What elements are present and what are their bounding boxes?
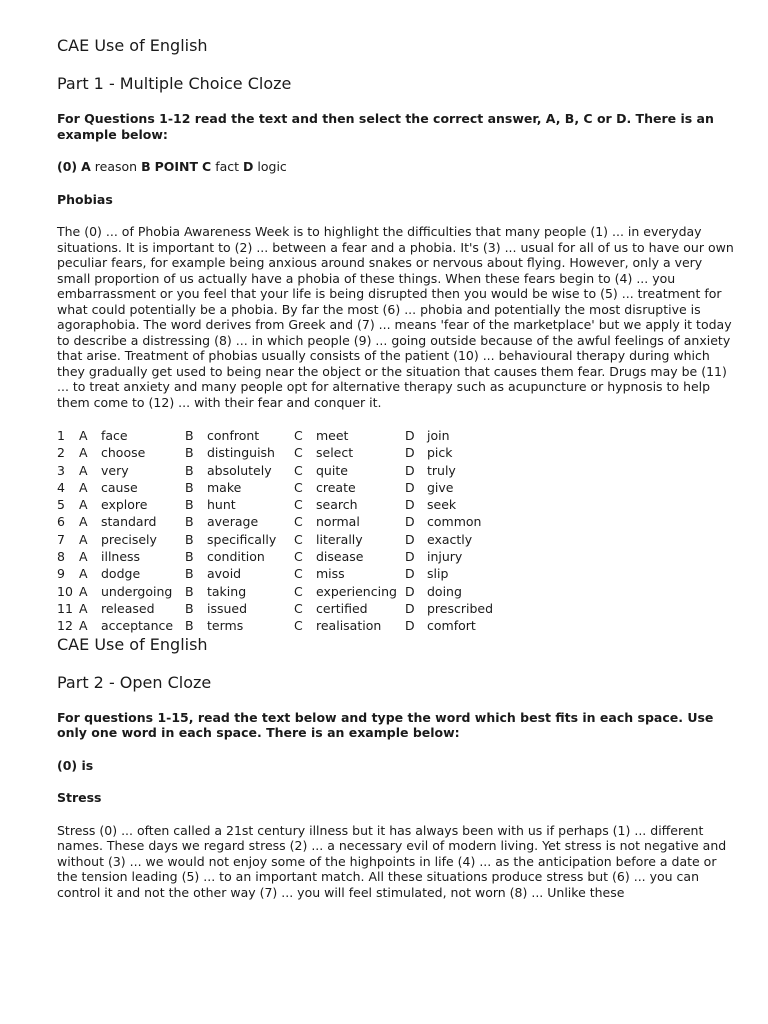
option-a-label: A bbox=[79, 549, 88, 565]
option-b-label: B bbox=[185, 514, 194, 530]
option-d-label: D bbox=[405, 583, 415, 599]
question-number: 11 bbox=[57, 600, 73, 616]
option-a-word: precisely bbox=[101, 531, 157, 547]
option-a-word: choose bbox=[101, 445, 146, 461]
part2-example: (0) is bbox=[57, 757, 94, 773]
example-c-word: fact bbox=[215, 159, 240, 174]
question-number: 5 bbox=[57, 497, 65, 513]
option-d-word: exactly bbox=[427, 531, 473, 547]
option-d-word: seek bbox=[427, 497, 457, 513]
option-d-word: common bbox=[427, 514, 482, 530]
option-row bbox=[57, 479, 493, 496]
option-row bbox=[57, 462, 493, 479]
option-c-word: experiencing bbox=[316, 583, 397, 599]
question-number: 2 bbox=[57, 445, 65, 461]
option-a-word: undergoing bbox=[101, 583, 173, 599]
option-b-word: issued bbox=[207, 600, 248, 616]
example-number: (0) bbox=[57, 159, 78, 174]
option-c-word: miss bbox=[316, 566, 345, 582]
option-d-word: comfort bbox=[427, 618, 476, 634]
question-number: 6 bbox=[57, 514, 65, 530]
options-table bbox=[57, 427, 493, 635]
option-c-word: meet bbox=[316, 428, 349, 443]
option-d-label: D bbox=[405, 497, 415, 513]
option-b-label: B bbox=[185, 600, 194, 616]
option-b-label: B bbox=[185, 566, 194, 582]
option-a-word: acceptance bbox=[101, 618, 174, 634]
part2-instructions: For questions 1-15, read the text below and type the word which best fits in each space. Use only one word in each space. There is an example below: bbox=[57, 709, 714, 741]
example-d-word: logic bbox=[257, 159, 287, 174]
option-a-word: explore bbox=[101, 497, 148, 513]
option-a-label: A bbox=[79, 618, 88, 634]
option-b-word: condition bbox=[207, 549, 265, 565]
option-d-word: doing bbox=[427, 583, 462, 599]
option-row bbox=[57, 444, 493, 461]
option-d-word: injury bbox=[427, 549, 463, 565]
part2-text-body: Stress (0) ... often called a 21st century illness but it has always been with us if perhaps (1) ... different names. These days we regard stress (2) ... a necessary evil of modern living. Yet stress is not negative and without (3) ... we would not enjoy some of the highpoints in life (4) ... as the anticipation before a date or the tension leading (5) ... to an important match. All these situations produce stress but (6) ... you can control it and not the other way (7) ... you will feel stimulated, not worn (8) ... Unlike these bbox=[57, 822, 727, 900]
option-b-label: B bbox=[185, 445, 194, 461]
option-c-word: search bbox=[316, 497, 358, 513]
example-c-label: C bbox=[202, 159, 212, 174]
example-a-label: A bbox=[81, 159, 91, 174]
option-c-label: C bbox=[294, 549, 303, 565]
part2-heading: CAE Use of English bbox=[57, 634, 208, 654]
option-b-word: average bbox=[207, 514, 259, 530]
option-d-word: slip bbox=[427, 566, 449, 582]
option-b-word: distinguish bbox=[207, 445, 275, 461]
option-d-label: D bbox=[405, 531, 415, 547]
option-b-word: make bbox=[207, 479, 242, 495]
option-c-label: C bbox=[294, 514, 303, 530]
option-d-label: D bbox=[405, 549, 415, 565]
part1-instructions: For Questions 1-12 read the text and then select the correct answer, A, B, C or D. There is an example below: bbox=[57, 111, 714, 142]
option-c-word: quite bbox=[316, 462, 348, 478]
option-b-word: hunt bbox=[207, 497, 236, 513]
option-b-word: confront bbox=[207, 428, 260, 443]
part1-text-body: The (0) ... of Phobia Awareness Week is to highlight the difficulties that many people (1) ... in everyday situations. It is important to (2) ... between a fear and a phobia. It's (3) ... usual for all of us to have our own peculiar fears, for example being anxious around snakes or nervous about flying. However, only a very small proportion of us actually have a phobia of these things. When these fears begin to (4) ... you embarrassment or you feel that your life is being disrupted then you would be wise to (5) ... treatment for what could potentially be a phobia. By far the most (6) ... phobia and potentially the most disruptive is agoraphobia. The word derives from Greek and (7) ... means 'fear of the marketplace' but we apply it today to describe a distressing (8) ... in which people (9) ... going outside because of the awful feelings of anxiety that arise. Treatment of phobias usually consists of the patient (10) ... behavioural therapy during which they gradually get used to being near the object or the situation that causes them fear. Drugs may be (11) ... to treat anxiety and many people opt for alternative therapy such as acupuncture or hypnosis to help them come to (12) ... with their fear and conquer it. bbox=[57, 224, 734, 410]
option-row bbox=[57, 548, 493, 565]
option-c-word: disease bbox=[316, 549, 364, 565]
option-c-label: C bbox=[294, 618, 303, 634]
option-row bbox=[57, 600, 493, 617]
option-d-word: pick bbox=[427, 445, 453, 461]
option-d-label: D bbox=[405, 566, 415, 582]
option-a-word: dodge bbox=[101, 566, 141, 582]
option-a-label: A bbox=[79, 428, 88, 443]
option-row bbox=[57, 531, 493, 548]
option-a-word: illness bbox=[101, 549, 141, 565]
option-a-label: A bbox=[79, 600, 88, 616]
question-number: 8 bbox=[57, 549, 65, 565]
option-a-label: A bbox=[79, 514, 88, 530]
part2-subheading: Part 2 - Open Cloze bbox=[57, 672, 212, 692]
part2-text-title: Stress bbox=[57, 790, 102, 806]
question-number: 12 bbox=[57, 618, 73, 634]
option-c-word: certified bbox=[316, 600, 368, 616]
document-page bbox=[57, 0, 737, 900]
question-number: 9 bbox=[57, 566, 65, 582]
option-a-word: released bbox=[101, 600, 155, 616]
option-row bbox=[57, 583, 493, 600]
option-row bbox=[57, 427, 493, 444]
option-b-label: B bbox=[185, 549, 194, 565]
option-row bbox=[57, 617, 493, 634]
option-a-label: A bbox=[79, 445, 88, 461]
option-row bbox=[57, 513, 493, 530]
option-b-label: B bbox=[185, 531, 194, 547]
part1-subheading: Part 1 - Multiple Choice Cloze bbox=[57, 74, 292, 93]
option-c-word: normal bbox=[316, 514, 360, 530]
option-d-word: join bbox=[427, 428, 450, 443]
option-c-label: C bbox=[294, 600, 303, 616]
option-a-word: cause bbox=[101, 479, 138, 495]
question-number: 7 bbox=[57, 531, 65, 547]
part1-text-title: Phobias bbox=[57, 191, 113, 207]
option-row bbox=[57, 496, 493, 513]
option-row bbox=[57, 565, 493, 582]
option-c-label: C bbox=[294, 566, 303, 582]
option-a-label: A bbox=[79, 566, 88, 582]
option-c-label: C bbox=[294, 445, 303, 461]
part1-heading: CAE Use of English bbox=[57, 36, 208, 55]
option-a-label: A bbox=[79, 462, 88, 478]
option-b-word: terms bbox=[207, 618, 244, 634]
example-b-word: POINT bbox=[154, 159, 199, 174]
option-d-label: D bbox=[405, 428, 415, 443]
option-c-label: C bbox=[294, 479, 303, 495]
option-d-label: D bbox=[405, 600, 415, 616]
option-c-label: C bbox=[294, 497, 303, 513]
option-b-word: absolutely bbox=[207, 462, 272, 478]
option-c-word: realisation bbox=[316, 618, 382, 634]
question-number: 3 bbox=[57, 462, 65, 478]
option-c-label: C bbox=[294, 428, 303, 443]
option-b-label: B bbox=[185, 497, 194, 513]
option-d-label: D bbox=[405, 618, 415, 634]
option-d-word: truly bbox=[427, 462, 456, 478]
option-d-word: give bbox=[427, 479, 454, 495]
option-a-label: A bbox=[79, 531, 88, 547]
option-b-label: B bbox=[185, 583, 194, 599]
part1-example bbox=[57, 159, 737, 175]
option-d-label: D bbox=[405, 445, 415, 461]
question-number: 4 bbox=[57, 479, 65, 495]
option-b-label: B bbox=[185, 479, 194, 495]
option-b-word: avoid bbox=[207, 566, 242, 582]
options-table-body bbox=[57, 427, 493, 635]
option-b-word: taking bbox=[207, 583, 247, 599]
option-b-word: specifically bbox=[207, 531, 277, 547]
question-number: 1 bbox=[57, 428, 65, 443]
option-a-label: A bbox=[79, 479, 88, 495]
option-a-word: face bbox=[101, 428, 128, 443]
option-b-label: B bbox=[185, 428, 194, 443]
option-b-label: B bbox=[185, 618, 194, 634]
option-d-word: prescribed bbox=[427, 600, 494, 616]
option-c-label: C bbox=[294, 531, 303, 547]
option-d-label: D bbox=[405, 462, 415, 478]
option-c-word: create bbox=[316, 479, 356, 495]
option-c-word: select bbox=[316, 445, 354, 461]
option-d-label: D bbox=[405, 479, 415, 495]
question-number: 10 bbox=[57, 583, 73, 599]
example-b-label: B bbox=[141, 159, 151, 174]
option-d-label: D bbox=[405, 514, 415, 530]
option-a-label: A bbox=[79, 497, 88, 513]
option-a-word: very bbox=[101, 462, 129, 478]
example-a-word: reason bbox=[94, 159, 138, 174]
example-d-label: D bbox=[243, 159, 254, 174]
option-b-label: B bbox=[185, 462, 194, 478]
option-c-label: C bbox=[294, 462, 303, 478]
option-a-label: A bbox=[79, 583, 88, 599]
option-a-word: standard bbox=[101, 514, 157, 530]
option-c-word: literally bbox=[316, 531, 363, 547]
option-c-label: C bbox=[294, 583, 303, 599]
